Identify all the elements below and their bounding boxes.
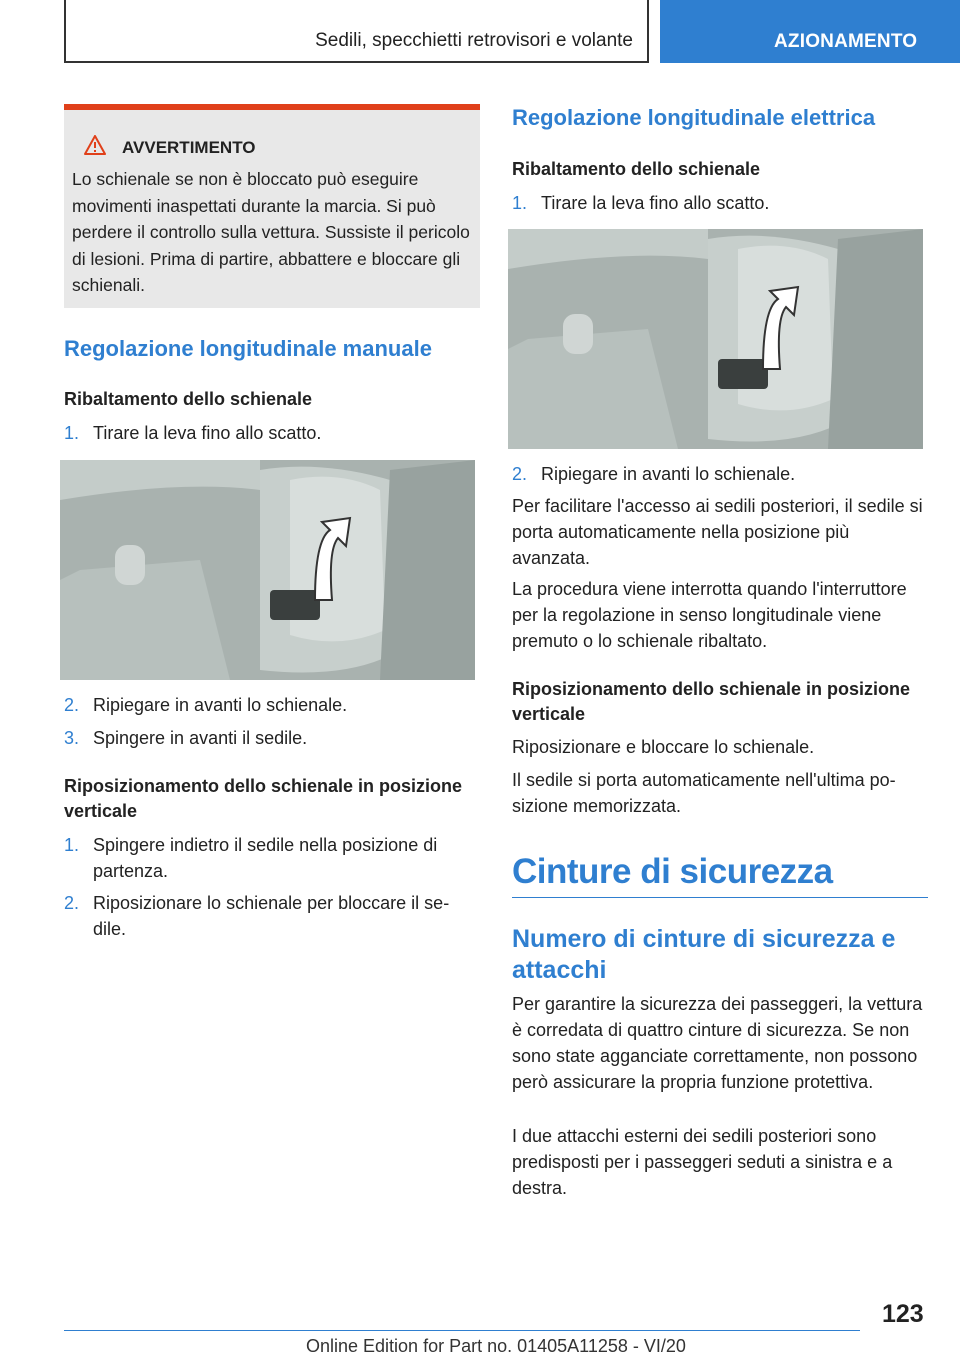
manual-heading: Regolazione longitudinale manuale	[64, 336, 432, 361]
belts-para2: I due attacchi esterni dei sedili posteriori sono predisposti per i passeggeri seduti a sinistra e a destra.	[512, 1126, 893, 1198]
belts-heading: Cinture di sicurezza	[512, 852, 833, 891]
warning-text: Lo schienale se non è bloccato può eseguire movimenti inaspettati durante la marcia. Si può perdere il controllo sulla vettura. Sussiste il pericolo di lesioni. Prima di partire, abbattere e bloccare gli schienali.	[72, 169, 470, 295]
list-item: 3. Spingere in avanti il sedile.	[64, 728, 308, 748]
electric-para4: Il sedile si porta automaticamente nell'ultima posizione memorizzata.	[512, 770, 896, 816]
list-item: 2. Ripiegare in avanti lo schienale.	[512, 464, 796, 484]
electric-upright-heading: Riposizionamento dello schienale in posizione verticale	[512, 679, 911, 724]
edition-text: Online Edition for Part no. 01405A11258 - VI/20	[306, 1336, 686, 1356]
warning-icon	[84, 135, 106, 160]
chapter-tab[interactable]	[660, 0, 960, 63]
list-item: 2. Riposizionare lo schienale per bloccare il sedile.	[64, 893, 450, 939]
belts-subheading: Numero di cinture di sicurezza e attacchi	[512, 925, 896, 984]
manual-fold-heading: Ribaltamento dello schienale	[64, 389, 313, 409]
electric-para2: La procedura viene interrotta quando l'interruttore per la regolazione in senso longitudinale viene premuto o lo schienale ribaltato.	[512, 579, 907, 651]
chapter-tab-label: AZIONAMENTO	[774, 31, 918, 52]
list-item: 1. Spingere indietro il sedile nella posizione di partenza.	[64, 835, 438, 881]
belts-para1: Per garantire la sicurezza dei passeggeri, la vettura è corredata di quattro cinture di sicurezza. Se non sono state agganciate correttamente, non possono però assicurare la propria funzione protettiva.	[512, 994, 923, 1092]
section-title: Sedili, specchietti retrovisori e volante	[315, 30, 633, 51]
list-item: 1. Tirare la leva fino allo scatto.	[512, 193, 770, 213]
footer-rule	[64, 1330, 860, 1331]
manual-upright-heading: Riposizionamento dello schienale in posizione verticale	[64, 776, 463, 821]
warning-box	[64, 104, 480, 308]
electric-para3: Riposizionare e bloccare lo schienale.	[512, 737, 815, 757]
list-item: 2. Ripiegare in avanti lo schienale.	[64, 695, 348, 715]
seat-lever-image	[60, 460, 475, 680]
header-box	[64, 0, 649, 63]
electric-heading: Regolazione longitudinale elettrica	[512, 105, 876, 130]
heading-rule	[512, 897, 928, 898]
warning-title: AVVERTIMENTO	[122, 137, 256, 157]
seat-lever-image	[508, 229, 923, 449]
page-number: 123	[882, 1300, 924, 1328]
electric-para1: Per facilitare l'accesso ai sedili posteriori, il sedile si porta automaticamente nella posizione più avanzata.	[512, 496, 923, 568]
list-item: 1. Tirare la leva fino allo scatto.	[64, 423, 322, 443]
electric-fold-heading: Ribaltamento dello schienale	[512, 159, 761, 179]
